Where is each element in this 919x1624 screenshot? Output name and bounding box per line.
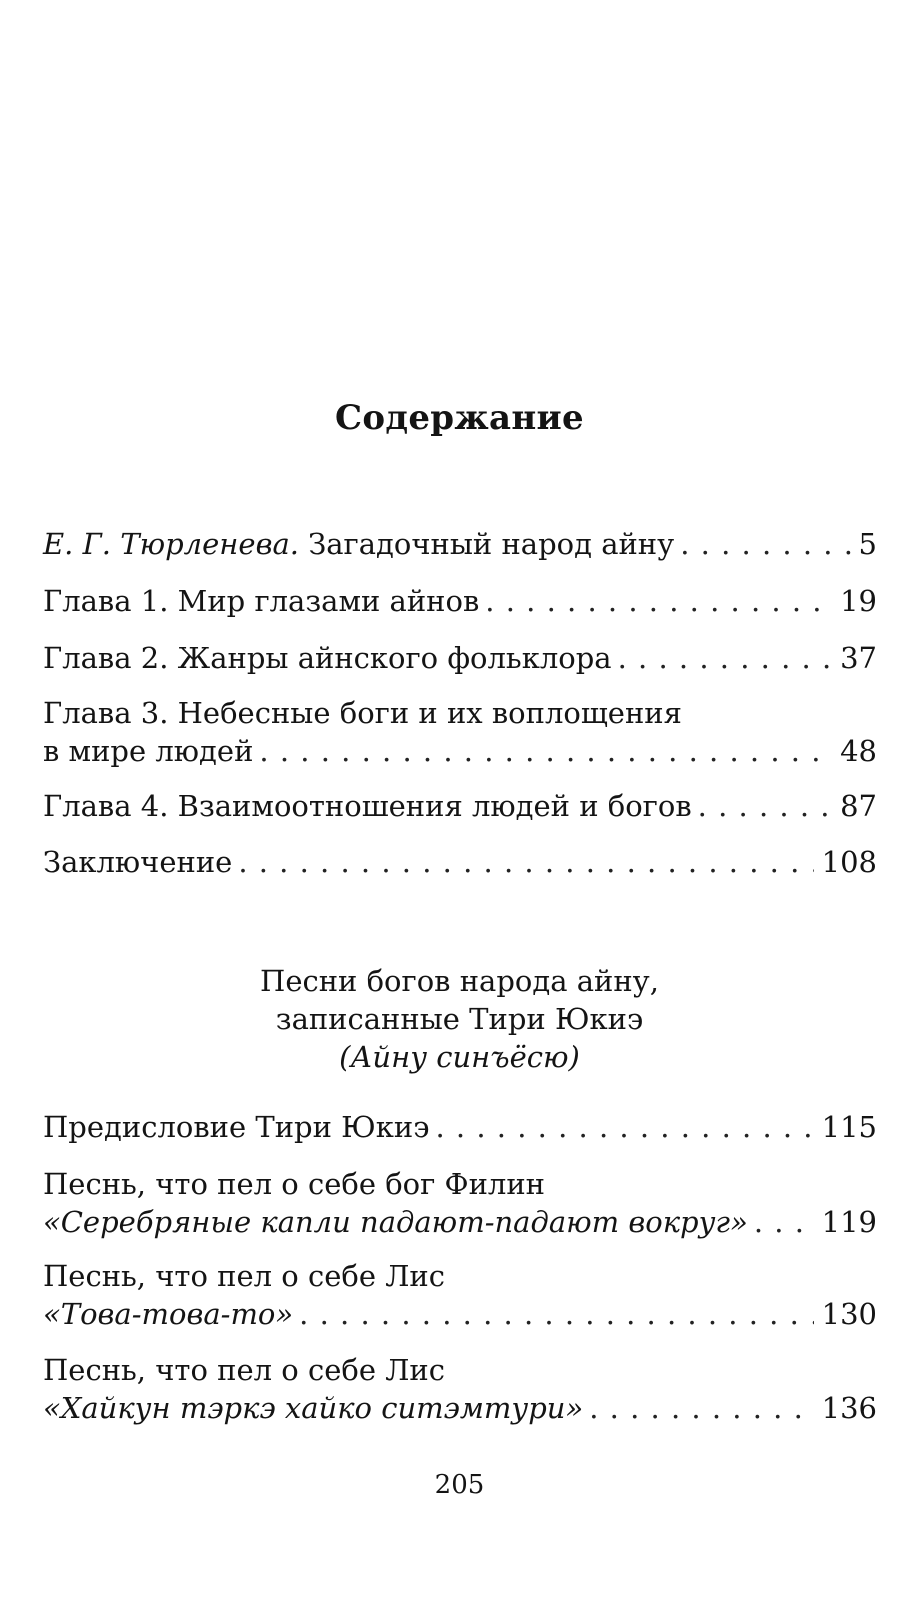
toc-entry [43, 1108, 877, 1146]
toc-entry-title: «Хайкун тэркэ хайко ситэмтури» [43, 1391, 584, 1425]
toc-entry-title: Глава 1. Мир глазами айнов [43, 584, 480, 618]
section-heading-subtitle: (Айну синъёсю) [339, 1040, 580, 1074]
toc-entry [43, 639, 877, 677]
toc-entry-page: 48 [840, 734, 877, 768]
toc-entry-page: 108 [821, 845, 877, 879]
toc-entry-page: 37 [840, 641, 877, 675]
toc-entry [43, 843, 877, 881]
section-heading-line-2: записанные Тири Юкиэ [275, 1002, 644, 1036]
toc-entry-page: 119 [821, 1205, 877, 1239]
page-number: 205 [434, 1470, 485, 1500]
toc-entry-title-line1: Глава 3. Небесные боги и их воплощения [43, 696, 682, 730]
leader-dots [299, 1295, 814, 1333]
leader-dots [754, 1203, 814, 1241]
toc-entry-title: «Това-това-то» [43, 1297, 294, 1331]
toc-entry-title: «Серебряные капли падают-падают вокруг» [43, 1205, 748, 1239]
toc-entry [43, 787, 877, 825]
toc-entry-page: 19 [840, 584, 877, 618]
toc-entry [43, 1257, 877, 1333]
leader-dots [680, 525, 850, 563]
leader-dots [238, 843, 813, 881]
page-title: Содержание [335, 398, 584, 438]
leader-dots [589, 1389, 813, 1427]
toc-entry [43, 582, 877, 620]
toc-entry [43, 1165, 877, 1241]
toc-entry-author: Е. Г. Тюрленева. [43, 527, 299, 561]
toc-entry-title-line1: Песнь, что пел о себе Лис [43, 1259, 445, 1293]
toc-entry-title: Заключение [43, 845, 233, 879]
toc-entry-page: 115 [821, 1110, 877, 1144]
toc-entry-title: Глава 4. Взаимоотношения людей и богов [43, 789, 692, 823]
toc-entry-page: 87 [840, 789, 877, 823]
toc-entry-title: в мире людей [43, 734, 254, 768]
toc-entry [43, 1351, 877, 1427]
leader-dots [618, 639, 833, 677]
toc-entry-title-line1: Песнь, что пел о себе бог Филин [43, 1167, 546, 1201]
toc-entry-page: 130 [821, 1297, 877, 1331]
section-heading-line-1: Песни богов народа айну, [260, 964, 659, 998]
toc-entry-title: Предисловие Тири Юкиэ [43, 1110, 430, 1144]
toc-entry-title: Глава 2. Жанры айнского фольклора [43, 641, 612, 675]
toc-entry-page: 5 [858, 527, 877, 561]
toc-entry-page: 136 [821, 1391, 877, 1425]
toc-entry [43, 694, 877, 770]
leader-dots [435, 1108, 813, 1146]
leader-dots [698, 787, 832, 825]
leader-dots [259, 732, 832, 770]
section-heading [0, 962, 919, 1076]
leader-dots [485, 582, 832, 620]
toc-entry-title-line1: Песнь, что пел о себе Лис [43, 1353, 445, 1387]
toc-entry-title: Загадочный народ айну [308, 527, 675, 561]
toc-entry [43, 525, 877, 563]
